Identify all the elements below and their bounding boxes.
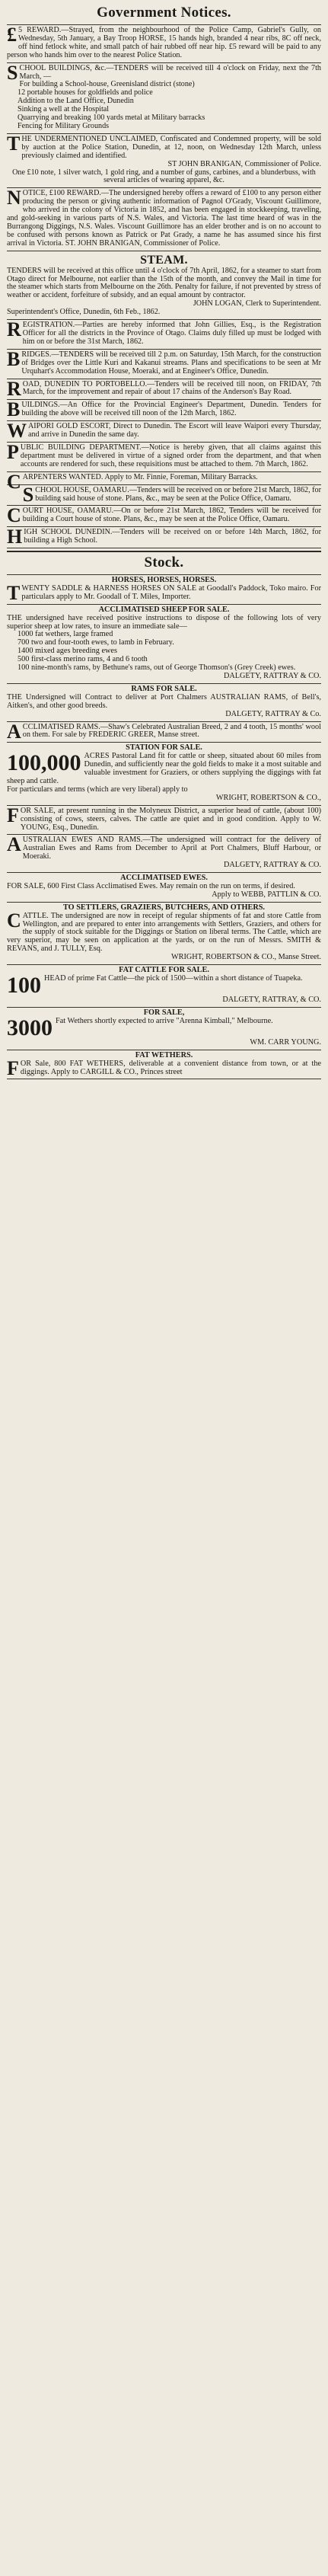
stock-ad	[7, 835, 321, 872]
government-notice-ad	[7, 320, 321, 349]
ad-paragraph: Quarrying and breaking 100 yards metal at Military barracks	[18, 113, 205, 123]
government-notice-ad	[7, 485, 321, 506]
stock-heading: Stock.	[144, 555, 184, 571]
ad-big-number: 100,000	[7, 750, 81, 776]
stock-ad	[7, 1008, 321, 1050]
ad-paragraph: For building a School-house, Greenisland district (stone)	[19, 80, 195, 89]
ad-paragraph: 700 two and four-tooth ewes, to lamb in February.	[18, 638, 174, 647]
stock-ad	[7, 575, 321, 604]
ad-paragraph: WRIGHT, ROBERTSON & CO., Manse Street.	[170, 953, 321, 962]
government-notice-ad	[7, 470, 321, 493]
government-notice-ad	[7, 347, 321, 379]
ad-paragraph: Sinking a well at the Hospital	[18, 105, 110, 114]
ad-paragraph: STATION FOR SALE.	[126, 743, 202, 753]
government-notice-ad	[7, 63, 321, 133]
ad-paragraph	[7, 973, 321, 998]
ad-text: ACRES Pastoral Land fit for cattle or sheep, situated about 60 miles from Dunedin, and sufficiently near the gold fields to make it a most suitable and valuable investment for Graziers, or others supplying the diggings with fat sheep and cattle.	[7, 752, 321, 785]
ad-paragraph: ST JOHN BRANIGAN, Commissioner of Police.	[167, 159, 321, 168]
ad-paragraph: DALGETY, RATTRAY, & CO.	[222, 996, 321, 1004]
ad-paragraph: STEAM.	[140, 253, 188, 267]
ad-paragraph: COURT HOUSE, OAMARU.—On or before 21st March, 1862, Tenders will be received for building a Court house of stone. Plans, &c., may be seen at the Police Office, Oamaru.	[7, 504, 321, 527]
ad-paragraph: SCHOOL HOUSE, OAMARU.—Tenders will be received on or before 21st March, 1862, for building said house of stone. Plans, &c., may be seen at the Police Office, Oamaru.	[22, 483, 321, 506]
ad-paragraph: SCHOOL BUILDINGS, &c.—TENDERS will be received till 4 o'clock on Friday, next the 7th March, —	[7, 61, 321, 84]
ad-paragraph: BRIDGES.—TENDERS will be received till 2 p.m. on Saturday, 15th March, for the construction of Bridges over the Little Kuri and Kakanui streams. Plans and specifications to be seen at Mr Urquhart's Accommodation House, Moeraki, and at Engineer's Office, Dunedin.	[7, 347, 321, 376]
ad-paragraph: Addition to the Land Office, Dunedin	[18, 97, 134, 106]
ad-paragraph: FOR SALE,	[143, 1008, 185, 1017]
government-notice-ad	[7, 134, 321, 187]
ad-paragraph: WAIPORI GOLD ESCORT, Direct to Dunedin. The Escort will leave Waipori every Thursday, and arrive in Dunedin the same day.	[7, 420, 321, 443]
government-notice-ad	[7, 440, 321, 471]
ad-paragraph: Fencing for Military Grounds	[18, 121, 110, 130]
stock-ad	[7, 743, 321, 804]
ad-paragraph: WM. CARR YOUNG.	[250, 1037, 321, 1047]
ad-paragraph: NOTICE, £100 REWARD.—The undersigned hereby offers a reward of £100 to any person either producing the person or giving authentic information of Pagnol O'Grady, Viscount Guillimore, who arrived in the colony of Victoria in 1852, and has been engaged in stockkeeping, traveling, and gold-seeking in various parts of N.S. Wales, and Victoria. The last time heard of was in the Burrangong Diggings, N.S. Wales. Viscount Guillimore has an elder brother and is on no account to be confused with persons known as Patrick or Pat Grady, a name he has assumed since his first arrival in Victoria. ST. JOHN BRANIGAN, Commissioner of Police.	[7, 187, 321, 248]
stock-ad	[7, 722, 321, 743]
ad-paragraph: One £10 note, 1 silver watch, 1 gold ring, and a number of guns, carbines, and a blunderbuss, with several articles of wearing apparel, &c.	[12, 168, 316, 185]
government-notice-ad	[7, 25, 321, 62]
ad-paragraph: FAT WETHERS.	[135, 1050, 193, 1059]
government-notice-ad	[7, 188, 321, 250]
stock-ad	[7, 873, 321, 902]
ad-paragraph: PUBLIC BUILDING DEPARTMENT.—Notice is hereby given, that all claims against this department must be delivered in virtue of a signed order from the department, and that when accounts are rendered for such, these requisitions must be attached to them. 7th March, 1862.	[7, 440, 321, 468]
ad-paragraph: 1400 mixed ages breeding ewes	[18, 647, 117, 656]
ad-paragraph: FOR SALE, 600 First Class Acclimatised Ewes. May remain on the run on terms, if desired.	[7, 881, 295, 890]
ad-paragraph: ACCLIMATISED EWES.	[120, 874, 208, 883]
government-notice-ad	[7, 527, 321, 548]
ad-text: HEAD of prime Fat Cattle—the pick of 1500—within a short distance of Tuapeka.	[44, 974, 303, 983]
ad-paragraph: AUSTRALIAN EWES AND RAMS.—The undersigned will contract for the delivery of Australian Ewes and Rams from December to April at Port Chalmers, Bluff Harbour, or Moeraki.	[7, 833, 321, 861]
ad-paragraph: DALGETY, RATTRAY & Co.	[225, 709, 321, 718]
ad-text: Fat Wethers shortly expected to arrive "Arenna Kimball," Melbourne.	[56, 1016, 273, 1025]
ad-paragraph: CARPENTERS WANTED. Apply to Mr. Finnie, Foreman, Military Barracks.	[7, 470, 258, 493]
ad-paragraph: 1000 fat wethers, large framed	[18, 630, 113, 639]
ad-paragraph: JOHN LOGAN, Clerk to Superintendent.	[193, 299, 321, 308]
ad-paragraph: HIGH SCHOOL DUNEDIN.—Tenders will be received on or before 14th March, 1862, for building a High School.	[7, 526, 321, 548]
stock-ad	[7, 903, 321, 964]
ad-paragraph: RAMS FOR SALE.	[131, 684, 197, 693]
ad-paragraph: Apply to WEBB, PATTLIN & CO.	[212, 890, 321, 899]
ad-paragraph: THE Undersigned will Contract to deliver at Port Chalmers AUSTRALIAN RAMS, of Bell's, Aitken's, and other good breeds.	[7, 692, 321, 710]
ad-paragraph: £5 REWARD.—Strayed, from the neighbourhood of the Police Camp, Gabriel's Gully, on Wednesday, 5th January, a Bay Troop HORSE, 15 hands high, branded 4 near ribs, 8C off neck, off hind fetlock white, and small patch of hair rubbed off near hip. £5 reward will be paid to any person who hands him over to the nearest Police Station.	[7, 24, 321, 59]
ad-paragraph: FOR Sale, 800 FAT WETHERS, deliverable at a convenient distance from town, or at the diggings. Apply to CARGILL & CO., Princes street	[7, 1056, 321, 1079]
ad-paragraph: HORSES, HORSES, HORSES.	[111, 576, 217, 585]
ad-paragraph: 100 nine-month's rams, by Bethune's rams, out of George Thomson's (Grey Creek) ewes.	[18, 663, 296, 673]
stock-ad	[7, 806, 321, 835]
ad-paragraph: TWENTY SADDLE & HARNESS HORSES ON SALE at Goodall's Paddock, Toko mairo. For particulars apply to Mr. Goodall of T. Miles, Importer.	[7, 581, 321, 604]
stock-ad	[7, 965, 321, 1007]
ad-paragraph: ACCLIMATISED RAMS.—Shaw's Celebrated Australian Breed, 2 and 4 tooth, 15 months' wool on them. For sale by FREDERIC GREER, Manse street.	[7, 720, 321, 743]
government-notice-ad	[7, 400, 321, 420]
ad-paragraph	[7, 1015, 321, 1040]
ad-paragraph: WRIGHT, ROBERTSON & CO.,	[215, 793, 321, 802]
ad-paragraph: REGISTRATION.—Parties are hereby informed that John Gillies, Esq., is the Registration Officer for all the districts in the Province of Otago. Claims duly filled up must be lodged with him on or before the 31st March, 1862.	[7, 318, 321, 346]
ad-paragraph	[7, 750, 321, 786]
ad-paragraph: FOR SALE, at present running in the Molyneux District, a superior head of cattle, (about 100) consisting of cows, steers, calves. The cattle are quiet and in good condition. Apply to W. YOUNG, Esq., Dunedin.	[7, 804, 321, 832]
ad-paragraph: 500 first-class merino rams, 4 and 6 tooth	[18, 655, 148, 664]
ad-big-number: 100	[7, 973, 41, 998]
ad-paragraph: TO SETTLERS, GRAZIERS, BUTCHERS, AND OTHERS.	[63, 903, 265, 912]
section-divider	[7, 551, 321, 552]
ad-paragraph: TENDERS will be received at this office until 4 o'clock of 7th April, 1862, for a steamer to start from Otago direct for Melbourne, not earlier than the 15th of the month, and convey the Mail in time for the steamer which starts from Melbourne on the 26th. Penalty for failure, if not prevented by stress of weather or accident, forfeiture of subsidy, and an equal amount by contractor.	[7, 266, 321, 300]
ad-paragraph: BUILDINGS.—An Office for the Provincial Engineer's Department, Dunedin. Tenders for building the above will be received till noon of the 12th March, 1862.	[7, 398, 321, 421]
ad-paragraph: ROAD, DUNEDIN TO PORTOBELLO.—Tenders will be received till noon, on FRIDAY, 7th March, for the improvement and repair of about 17 chains of the Anderson's Bay Road.	[7, 377, 321, 400]
stock-ad	[7, 684, 321, 721]
ad-paragraph: Superintendent's Office, Dunedin, 6th Feb., 1862.	[7, 308, 161, 317]
ad-paragraph: 12 portable houses for goldfields and police	[18, 88, 153, 97]
ad-paragraph: For particulars and terms (which are very liberal) apply to	[7, 785, 188, 794]
government-notices-heading: Government Notices.	[97, 5, 231, 21]
government-notices-column	[7, 25, 321, 548]
ad-paragraph: THE undersigned have received positive instructions to dispose of the following lots of very superior sheep at low rates, to insure an immediate sale—	[7, 613, 321, 631]
stock-ad	[7, 1050, 321, 1079]
government-notice-ad	[7, 251, 321, 319]
ad-paragraph: THE UNDERMENTIONED UNCLAIMED, Confiscated and Condemned property, will be sold by auction at the Police Station, Dunedin, at 12, noon, on Wednesday 12th March, unless previously claimed and identified.	[7, 132, 321, 160]
ad-paragraph: DALGETY, RATTRAY & CO.	[223, 861, 321, 870]
ad-paragraph: CATTLE. The undersigned are now in receipt of regular shipments of fat and store Cattle from Wellington, and are prepared to enter into arrangements with Settlers, Graziers, and others for the supply of stock suitable for the Diggings or Station on liberal terms. The Cattle, which are very superior, may be seen on application at the yards, or on the run of Messrs. SMITH & REVANS, and J. TULLY, Esq.	[7, 909, 321, 954]
stock-column	[7, 575, 321, 1079]
ad-big-number: 3000	[7, 1015, 53, 1040]
government-notice-ad	[7, 506, 321, 526]
stock-ad	[7, 605, 321, 683]
ad-paragraph: ACCLIMATISED SHEEP FOR SALE.	[98, 605, 230, 614]
government-notice-ad	[7, 379, 321, 400]
government-notice-ad	[7, 421, 321, 442]
ad-paragraph: DALGETY, RATTRAY & CO.	[223, 672, 321, 680]
ad-paragraph: FAT CATTLE FOR SALE.	[119, 966, 209, 975]
